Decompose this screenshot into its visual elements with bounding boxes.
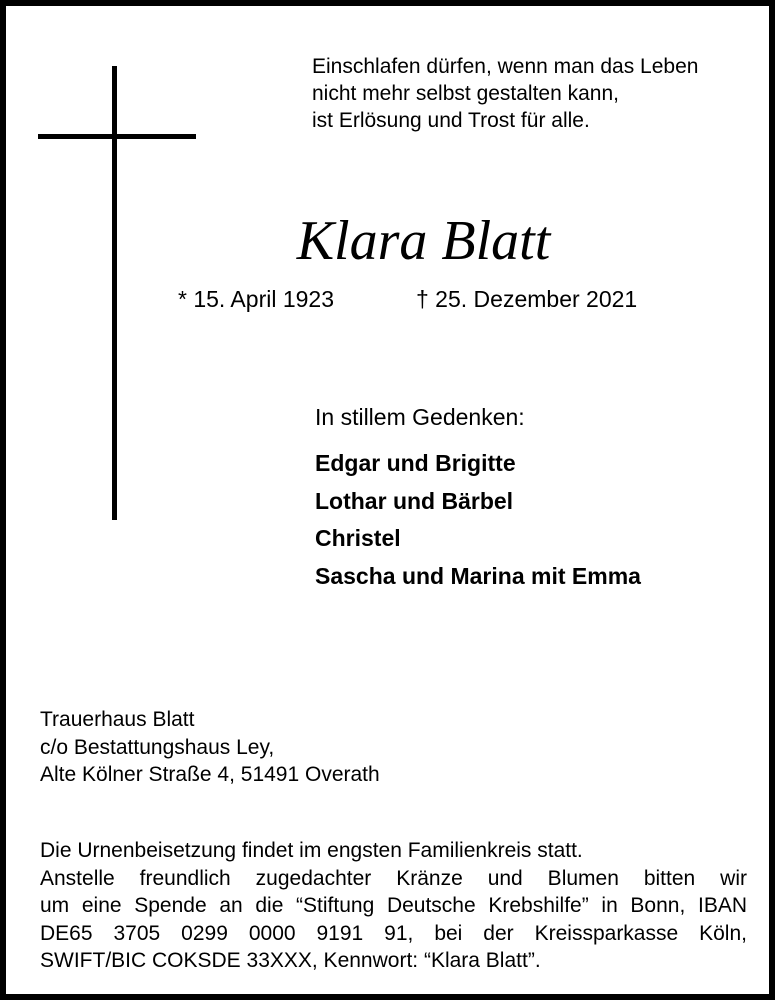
death-date: † 25. Dezember 2021 xyxy=(416,286,638,312)
address-line: Trauerhaus Blatt xyxy=(40,708,195,731)
birth-date: * 15. April 1923 xyxy=(178,286,335,312)
address-line: c/o Bestattungshaus Ley, xyxy=(40,735,275,759)
funeral-notice xyxy=(40,837,747,975)
burial-note: Die Urnenbeisetzung findet im engsten Familienkreis statt. xyxy=(40,839,583,862)
donation-line: Anstelle freundlich zugedachter Kränze und Blumen bitten wir xyxy=(40,866,747,890)
address-line: Alte Kölner Straße 4, 51491 Overath xyxy=(40,763,380,786)
quote-line: Einschlafen dürfen, wenn man das Leben xyxy=(312,55,699,78)
memorial-quote xyxy=(312,53,772,134)
deceased-name: Klara Blatt xyxy=(296,210,551,272)
cross-icon-horizontal-bar xyxy=(38,134,196,139)
donation-line: SWIFT/BIC COKSDE 33XXX, Kennwort: “Klara Blatt”. xyxy=(40,949,541,972)
mourner-name: Lothar und Bärbel xyxy=(315,487,514,514)
mourners-list xyxy=(315,445,641,595)
mourner-name: Sascha und Marina mit Emma xyxy=(315,562,641,589)
quote-line: ist Erlösung und Trost für alle. xyxy=(312,109,590,132)
quote-line: nicht mehr selbst gestalten kann, xyxy=(312,82,620,105)
mourner-name: Edgar und Brigitte xyxy=(315,450,516,476)
donation-line: DE65 3705 0299 0000 9191 91, bei der Kreissparkasse Köln, xyxy=(40,921,747,945)
in-memory-label: In stillem Gedenken: xyxy=(315,404,525,430)
mourning-house-address xyxy=(40,706,380,789)
mourner-name: Christel xyxy=(315,525,401,551)
donation-line: um eine Spende an die “Stiftung Deutsche Krebshilfe” in Bonn, IBAN xyxy=(40,894,747,917)
